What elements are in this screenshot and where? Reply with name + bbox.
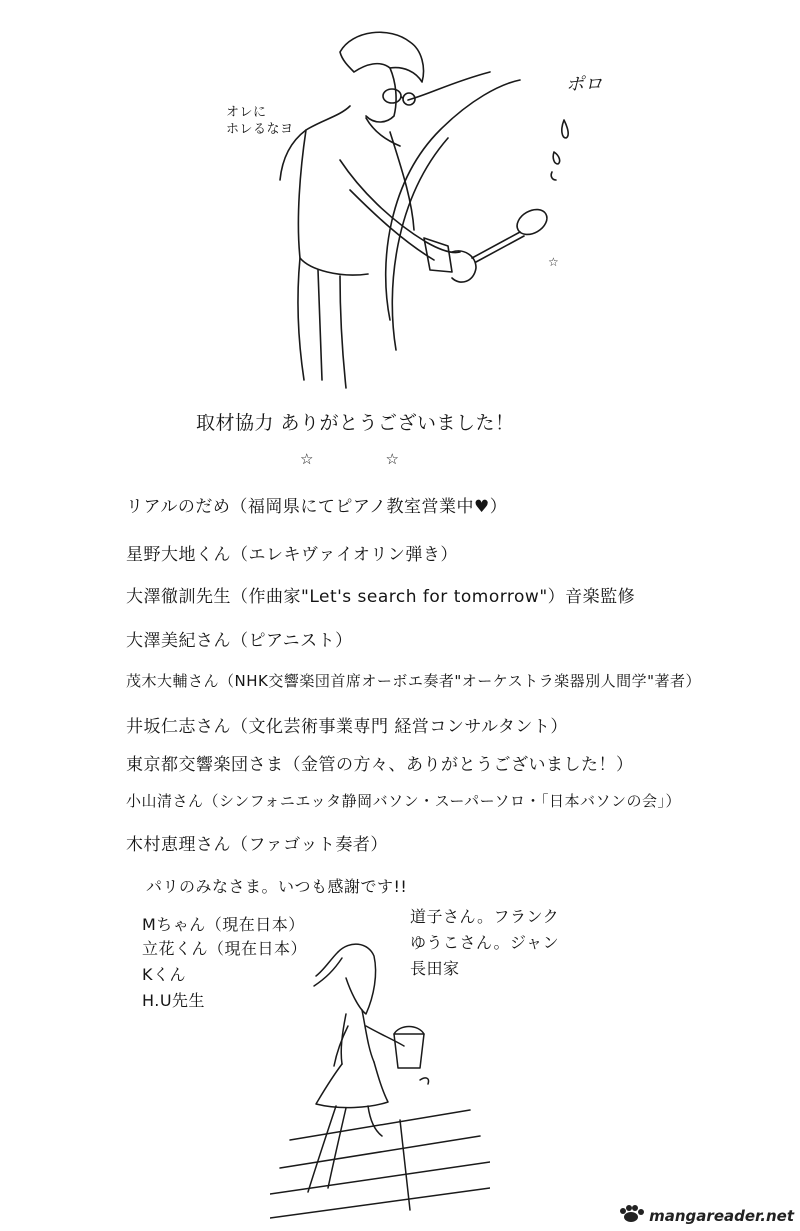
sound-effect: ポロ — [566, 74, 603, 95]
paris-name: ゆうこさん。ジャン — [410, 933, 560, 952]
credit-line: 木村恵理さん（ファゴット奏者） — [126, 835, 388, 855]
paris-name: Mちゃん（現在日本） — [142, 915, 305, 934]
paris-name: 道子さん。フランク — [410, 907, 560, 926]
star-icon: ☆ — [385, 450, 399, 468]
page-title: 取材協力 ありがとうございました！ — [196, 412, 515, 434]
paw-icon — [617, 1205, 645, 1227]
girl-on-stairs-illustration — [270, 930, 490, 1220]
credit-line: リアルのだめ（福岡県にてピアノ教室営業中♥） — [126, 497, 508, 517]
credit-line: 星野大地くん（エレキヴァイオリン弾き） — [126, 545, 458, 565]
man-with-ladle-illustration — [190, 20, 610, 400]
credit-line: 茂木大輔さん（NHK交響楽団首席オーボエ奏者"オーケストラ楽器別人間学"著者） — [126, 672, 702, 690]
credit-line: 東京都交響楽団さま（金管の方々、ありがとうございました！） — [126, 755, 634, 775]
credit-line: 大澤徹訓先生（作曲家"Let's search for tomorrow"）音楽監修 — [126, 587, 636, 607]
svg-text:☆: ☆ — [548, 255, 559, 269]
watermark — [617, 1205, 794, 1227]
speech-note: オレに ホレるなヨ — [226, 105, 294, 137]
paris-name: 立花くん（現在日本） — [142, 939, 308, 958]
credit-line: 井坂仁志さん（文化芸術事業専門 経営コンサルタント） — [126, 717, 568, 737]
star-icon: ☆ — [300, 450, 314, 468]
credit-line: 大澤美紀さん（ピアニスト） — [126, 631, 353, 651]
star-decoration — [300, 450, 471, 468]
credit-line: 小山清さん（シンフォニエッタ静岡バソン・スーパーソロ・「日本バソンの会」） — [126, 792, 681, 810]
paris-name: Kくん — [142, 965, 186, 984]
paris-name: H.U先生 — [142, 991, 206, 1010]
paris-name: 長田家 — [410, 959, 460, 978]
paris-thanks: パリのみなさま。いつも感謝です!! — [146, 877, 408, 896]
watermark-text: mangareader.net — [649, 1207, 794, 1225]
